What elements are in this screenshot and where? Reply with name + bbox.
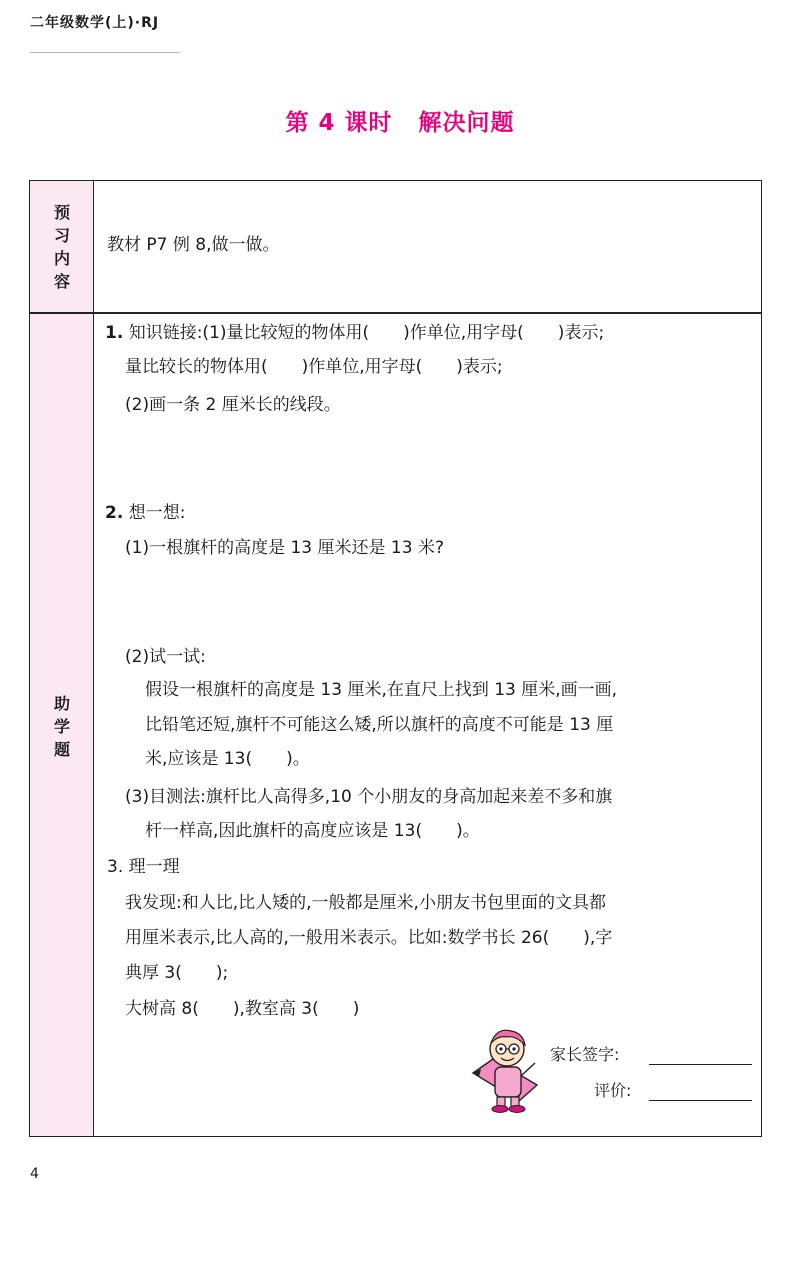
question-2-line-8: 杆一样高,因此旗杆的高度应该是 13( )。 bbox=[145, 821, 480, 841]
question-2-line-7: (3)目测法:旗杆比人高得多,10 个小朋友的身高加起来差不多和旗 bbox=[125, 787, 613, 807]
parent-signature-line[interactable] bbox=[649, 1064, 752, 1065]
content-area bbox=[30, 181, 761, 1136]
question-3-line-1: 3. 理一理 bbox=[107, 857, 180, 877]
lesson-topic: 解决问题 bbox=[418, 110, 515, 136]
question-2-line-3: (2)试一试: bbox=[125, 647, 206, 667]
pencil-mascot-icon bbox=[467, 1023, 559, 1115]
question-2-line-4: 假设一根旗杆的高度是 13 厘米,在直尺上找到 13 厘米,画一画, bbox=[145, 680, 618, 700]
preview-label: 预 习 内 容 bbox=[53, 203, 70, 291]
question-3-line-2: 我发现:和人比,比人矮的,一般都是厘米,小朋友书包里面的文具都 bbox=[125, 893, 606, 913]
question-1-line-1: 1. 知识链接:(1)量比较短的物体用( )作单位,用字母( )表示; bbox=[105, 323, 605, 343]
question-3-line-5: 大树高 8( ),教室高 3( ) bbox=[125, 999, 360, 1019]
question-2-line-2: (1)一根旗杆的高度是 13 厘米还是 13 米? bbox=[125, 538, 444, 558]
evaluation-line[interactable] bbox=[649, 1100, 752, 1101]
header-rule bbox=[30, 52, 180, 53]
preview-text: 教材 P7 例 8,做一做。 bbox=[107, 235, 280, 255]
study-label: 助 学 题 bbox=[53, 694, 70, 759]
question-3-line-4: 典厚 3( ); bbox=[125, 963, 229, 983]
lesson-title bbox=[0, 104, 800, 137]
question-2-line-1: 2. 想一想: bbox=[105, 503, 186, 523]
question-3-line-3: 用厘米表示,比人高的,一般用米表示。比如:数学书长 26( ),字 bbox=[125, 928, 613, 948]
question-1-line-3: (2)画一条 2 厘米长的线段。 bbox=[125, 395, 341, 415]
page-number: 4 bbox=[30, 1166, 39, 1182]
worksheet-table bbox=[29, 180, 762, 1137]
evaluation-label: 评价: bbox=[594, 1081, 632, 1100]
question-2-line-6: 米,应该是 13( )。 bbox=[145, 749, 310, 769]
question-2-line-5: 比铅笔还短,旗杆不可能这么矮,所以旗杆的高度不可能是 13 厘 bbox=[145, 715, 614, 735]
book-header: 二年级数学(上)·RJ bbox=[30, 15, 160, 31]
question-1-line-2: 量比较长的物体用( )作单位,用字母( )表示; bbox=[125, 357, 503, 377]
lesson-number: 第 4 课时 bbox=[285, 110, 393, 136]
parent-signature-label: 家长签字: bbox=[550, 1045, 620, 1064]
